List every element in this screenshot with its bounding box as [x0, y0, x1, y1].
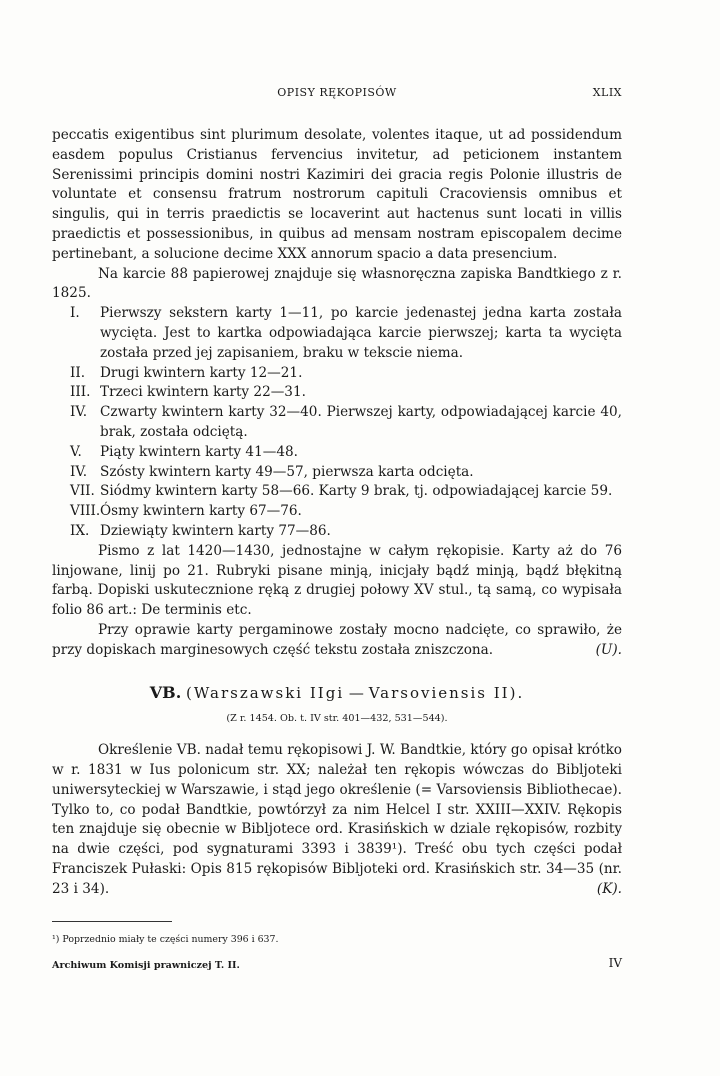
footnote: ¹) Poprzednio miały te części numery 396 i 637.: [52, 934, 279, 946]
section-paragraph-text: Określenie VB. nadał temu rękopisowi J. W. Bandtkie, który go opisał krótko w r. 1831 w Ius polonicum str. XX; należał ten rękopis wówczas do Bibljoteki uniwersyteckiej w Warszawie, i stąd jego określenie (= Varsoviensis Bibliothecae). Tylko to, co podał Bandtkie, powtórzył za nim Helcel I str. XXIII—XXIV. Rękopis ten znajduje się obecnie w Bibljotece ord. Krasińskich w dziale rękopisów, rozbity na dwie części, pod sygnaturami 3393 i 3839¹). Treść obu tych części podał Franciszek Pułaski: Opis 815 rękopisów Bibljoteki ord. Krasińskich str. 34—35 (nr. 23 i 34).: [52, 742, 622, 897]
quire-item: VIII. Ósmy kwintern karty 67—76.: [70, 503, 302, 520]
quire-item: IV. Szósty kwintern karty 49—57, pierwsza karta odcięta.: [70, 463, 474, 480]
quire-item: V. Piąty kwintern karty 41—48.: [70, 443, 298, 460]
header-title: OPISY RĘKOPISÓW: [277, 86, 397, 99]
page-footer: [52, 956, 622, 976]
sheet-label: Archiwum Komisji prawniczej T. II.: [52, 960, 240, 972]
binding-signature: (U).: [595, 641, 622, 658]
running-header: [52, 80, 622, 102]
note-paragraph: Na karcie 88 papierowej znajduje się własnoręczna zapiska Bandtkiego z r. 1825.: [52, 265, 622, 302]
script-paragraph: Pismo z lat 1420—1430, jednostajne w całym rękopisie. Karty aż do 76 linjowane, linij po 21. Rubryki pisane minją, inicjały bądź minją, bądź błękitną farbą. Dopiski uskutecznione ręką z drugiej połowy XV stul., tą samą, co wypisała folio 86 art.: De terminis etc.: [52, 542, 622, 619]
binding-text: Przy oprawie karty pergaminowe zostały mocno nadcięte, co sprawiło, że przy dopiskach marginesowych część tekstu została zniszczona.: [52, 621, 622, 658]
quire-list: [52, 304, 622, 542]
section-code: VB.: [149, 682, 182, 702]
quire-item: III. Trzeci kwintern karty 22—31.: [70, 384, 306, 401]
section-reference: (Z r. 1454. Ob. t. IV str. 401—432, 531—544).: [226, 713, 448, 725]
document-page: [52, 80, 622, 976]
section-dash: —: [348, 683, 364, 702]
binding-paragraph: [52, 621, 622, 661]
quire-item: IX. Dziewiąty kwintern karty 77—86.: [70, 522, 331, 539]
section-signature: (K).: [596, 880, 622, 897]
sheet-number: IV: [608, 956, 622, 971]
intro-paragraph: peccatis exigentibus sint plurimum desolate, volentes itaque, ut ad possidendum easdem populus Cristianus fervencius invitetur, ad peticionem instantem Serenissimi principis domini nostri Kazimiri dei gracia regis Polonie illustris de voluntate et consensu fratrum nostrorum capituli Cracoviensis omnibus et singulis, qui in terris praedictis se locaverint aut hactenus sunt locati in villis praedictis et possessionibus, in quibus ad mensam nostram episcopalem decime pertinebant, a solucione decime XXX annorum spacio a data presencium.: [52, 127, 622, 262]
section-title-polish: (Warszawski IIgi: [186, 683, 345, 702]
header-page-number: XLIX: [592, 86, 622, 99]
quire-item: IV. Czwarty kwintern karty 32—40. Pierwszej karty, odpowiadającej karcie 40, brak, została odciętą.: [70, 404, 622, 440]
page-body: [52, 126, 622, 976]
quire-item: II. Drugi kwintern karty 12—21.: [70, 364, 303, 381]
section-paragraph: [52, 741, 622, 899]
section-heading: [52, 683, 622, 704]
quire-item: VII. Siódmy kwintern karty 58—66. Karty 9 brak, tj. odpowiadającej karcie 59.: [70, 483, 613, 500]
footnote-divider: [52, 921, 172, 922]
section-title-latin: Varsoviensis II).: [368, 683, 525, 702]
quire-item: I. Pierwszy sekstern karty 1—11, po karcie jedenastej jedna karta została wycięta. Jest to kartka odpowiadająca karcie pierwszej; karta ta wycięta została przed jej zapisaniem, braku w tekscie niema.: [70, 305, 622, 361]
